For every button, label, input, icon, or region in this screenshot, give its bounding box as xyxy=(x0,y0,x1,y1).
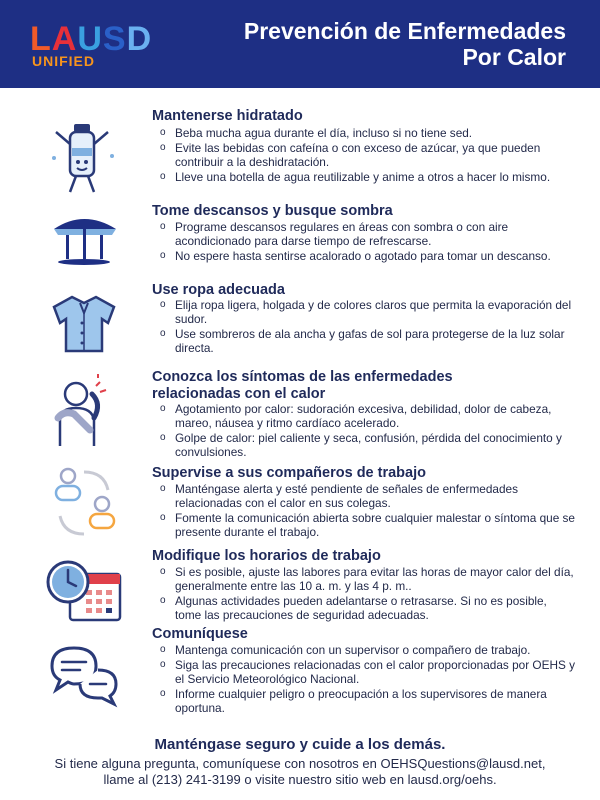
list-item: o Use sombreros de ala ancha y gafas de sol para protegerse de la luz solar directa. xyxy=(175,327,575,355)
footer-contact-line1: Si tiene alguna pregunta, comuníquese con nosotros en OEHSQuestions@lausd.net, xyxy=(54,756,546,771)
footer-contact xyxy=(0,756,600,788)
list-item: o Informe cualquier peligro o preocupación a los supervisores de manera oportuna. xyxy=(175,687,575,715)
section-title: Mantenerse hidratado xyxy=(152,108,303,124)
list-item: o Algunas actividades pueden adelantarse o retrasarse. Si no es posible, tome las precauciones de seguridad adecuadas. xyxy=(175,594,575,622)
section-title: Modifique los horarios de trabajo xyxy=(152,548,381,564)
list-item: o Si es posible, ajuste las labores para evitar las horas de mayor calor del día, generalmente entre las 10 a. m. y las 4 p. m.. xyxy=(175,565,575,593)
page-title-line1: Prevención de Enfermedades xyxy=(243,18,566,44)
logo-unified: UNIFIED xyxy=(32,53,95,69)
list-item: o Manténgase alerta y esté pendiente de señales de enfermedades relacionadas con el calor en sus colegas. xyxy=(175,482,575,510)
section-title-line1: Conozca los síntomas de las enfermedades xyxy=(152,369,453,385)
person-headache-icon xyxy=(44,374,126,456)
water-bottle-icon xyxy=(44,118,126,200)
list-item: o Evite las bebidas con cafeína o con exceso de azúcar, ya que pueden contribuir a la deshidratación. xyxy=(175,141,575,169)
bullet-list xyxy=(175,220,575,264)
bullet-list xyxy=(175,565,575,623)
list-item: o No espere hasta sentirse acalorado o agotado para tomar un descanso. xyxy=(175,249,575,263)
bullet-list xyxy=(175,482,575,540)
list-item: o Mantenga comunicación con un supervisor o compañero de trabajo. xyxy=(175,643,575,657)
bullet-list xyxy=(175,402,575,460)
section-title: Tome descansos y busque sombra xyxy=(152,203,393,219)
list-item: o Elija ropa ligera, holgada y de colores claros que permita la evaporación del sudor. xyxy=(175,298,575,326)
footer-contact-line2: llame al (213) 241-3199 o visite nuestro sitio web en lausd.org/oehs. xyxy=(103,772,497,787)
lausd-logo xyxy=(30,22,180,72)
bullet-list xyxy=(175,298,575,356)
clock-calendar-icon xyxy=(44,552,126,634)
footer xyxy=(0,736,600,788)
section-title xyxy=(152,369,572,403)
bullet-list xyxy=(175,643,575,716)
list-item: o Golpe de calor: piel caliente y seca, confusión, pérdida del conocimiento y convulsiones. xyxy=(175,431,575,459)
section-title: Supervise a sus compañeros de trabajo xyxy=(152,465,426,481)
list-item: o Programe descansos regulares en áreas con sombra o con aire acondicionado para darse tiempo de refrescarse. xyxy=(175,220,575,248)
list-item: o Lleve una botella de agua reutilizable y anime a otros a hacer lo mismo. xyxy=(175,170,575,184)
list-item: o Fomente la comunicación abierta sobre cualquier malestar o síntoma que se presente durante el trabajo. xyxy=(175,511,575,539)
footer-title: Manténgase seguro y cuide a los demás. xyxy=(154,736,446,753)
page-title xyxy=(244,18,566,70)
chat-bubbles-icon xyxy=(44,640,126,722)
bullet-list xyxy=(175,126,575,185)
shirt-icon xyxy=(44,287,126,369)
section-title-line2: relacionadas con el calor xyxy=(152,386,326,402)
umbrella-shade-icon xyxy=(44,205,126,287)
section-title: Comuníquese xyxy=(152,626,248,642)
page-title-line2: Por Calor xyxy=(462,44,566,70)
coworkers-icon xyxy=(44,462,126,544)
header-banner xyxy=(0,0,600,88)
logo-wordmark: LAUSD xyxy=(30,20,153,58)
list-item: o Siga las precauciones relacionadas con el calor proporcionadas por OEHS y el Servicio Meteorológico Nacional. xyxy=(175,658,575,686)
list-item: o Agotamiento por calor: sudoración excesiva, debilidad, dolor de cabeza, mareo, náusea y ritmo cardíaco acelerado. xyxy=(175,402,575,430)
section-title: Use ropa adecuada xyxy=(152,282,285,298)
list-item: o Beba mucha agua durante el día, incluso si no tiene sed. xyxy=(175,126,575,140)
